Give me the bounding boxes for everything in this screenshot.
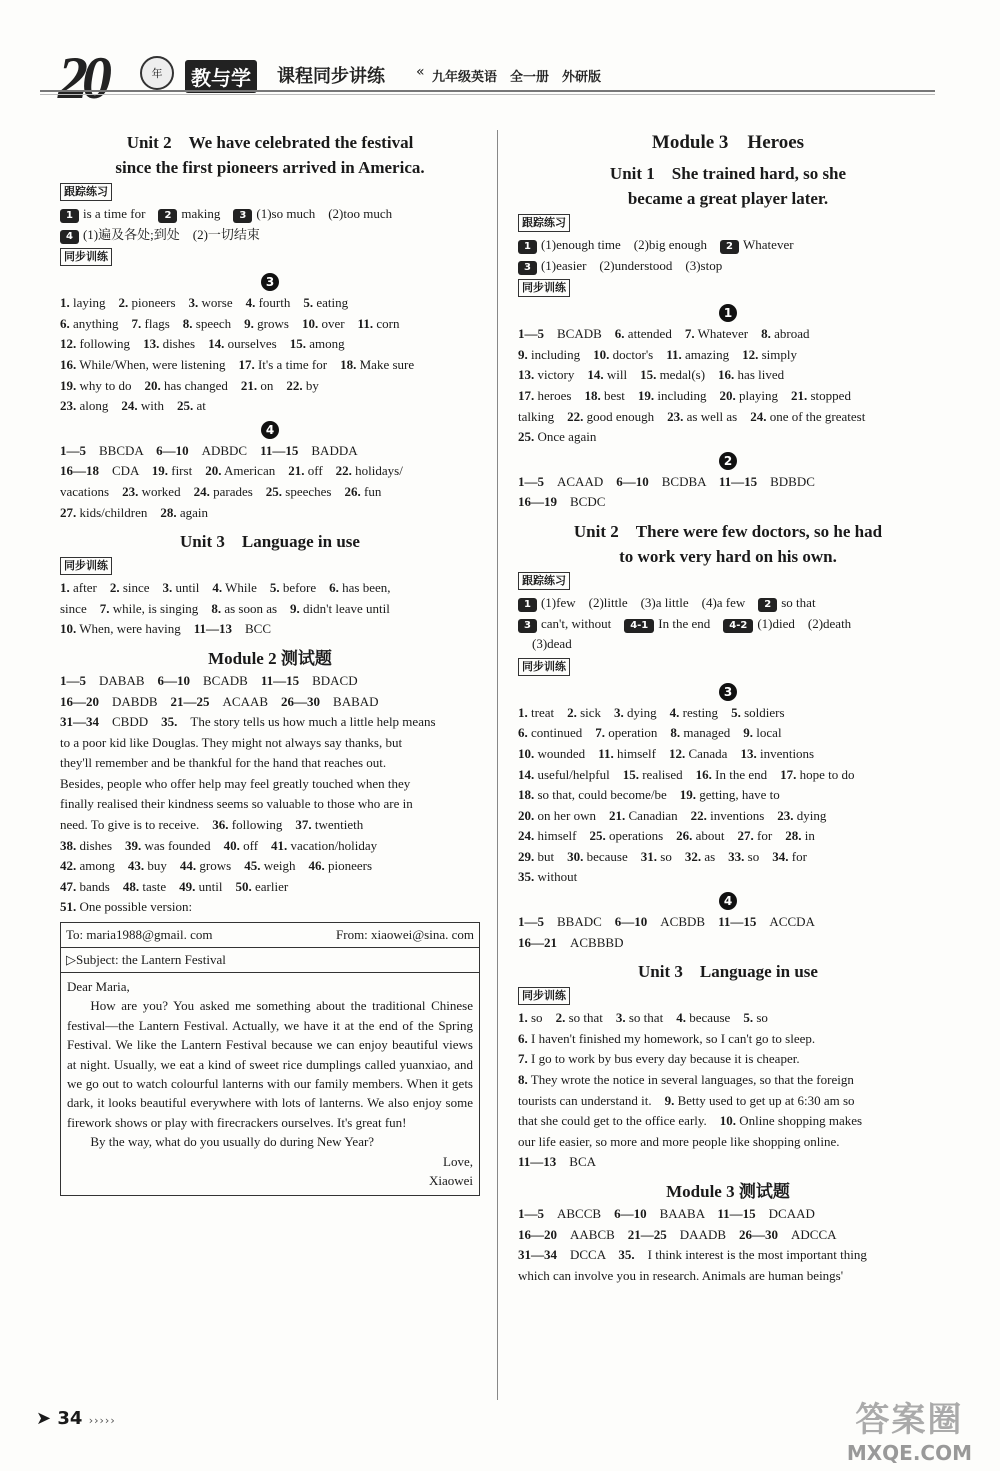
sample-email [60, 922, 480, 1195]
item-number-badge: 2 [720, 240, 739, 254]
email-paragraph: How are you? You asked me something about the traditional Chinese festival—the Lantern Festival. Actually, we have it at the end of the Spring Festival. We like the Lantern Festival because we can enjoy beautiful views at night. Usually, we eat a kind of sweet rice dumplings called yuanxiao, and we go out to watch colourful lanterns with our family members. When it gets dark, it looks beautiful everywhere with lots of lanterns. We also enjoy some firework shows or play with firecrackers ourselves. It's great fun! [67, 998, 473, 1130]
answer-line: 1. treat 2. sick 3. dying 4. resting 5. soldiers [518, 704, 785, 720]
watermark-url: MXQE.COM [846, 1441, 972, 1465]
tag-track-practice: 跟踪练习 [60, 183, 112, 201]
item-number-badge: 4 [60, 230, 79, 244]
unit3-answers [518, 1008, 938, 1173]
circle-3-icon: 3 [261, 273, 279, 291]
circle-3-icon: 3 [719, 683, 737, 701]
unit3-title: Unit 3 Language in use [180, 532, 360, 552]
arrow-icon: ➤ [36, 1408, 52, 1429]
answer-line: 7. I go to work by bus every day because it is cheaper. [518, 1051, 800, 1067]
item-answer: can't, without [540, 615, 625, 631]
unit1-title: Unit 1 She trained hard, so she became a great player later. [609, 164, 847, 208]
answer-line: finally realised their kindness seems so valuable to those who are in [60, 796, 413, 812]
track-line-1 [60, 204, 480, 225]
answer-line: 11—13 BCA [518, 1154, 597, 1170]
answer-line: 16—19 BCDC [518, 494, 606, 510]
grade-info: 九年级英语 全一册 外研版 [432, 70, 602, 85]
answer-line: 1—5 ACAAD 6—10 BCDBA 11—15 BDBDC [518, 473, 815, 489]
answer-line: 19. why to do 20. has changed 21. on 22. by [60, 377, 319, 393]
answer-line: 31—34 DCCA 35. I think interest is the most important thing [518, 1247, 867, 1263]
email-paragraph: By the way, what do you usually do during New Year? [90, 1134, 375, 1150]
email-subject: ▷Subject: the Lantern Festival [61, 948, 479, 973]
answer-line: our life easier, so more and more people like shopping online. [518, 1133, 840, 1149]
email-greeting: Dear Maria, [67, 979, 130, 995]
item-number-badge: 2 [158, 209, 177, 223]
answer-line: they'll remember and be thankful for the hand that reaches out. [60, 755, 387, 771]
item-number-badge: 1 [518, 598, 537, 612]
answer-line: 20. on her own 21. Canadian 22. inventions 23. dying [518, 807, 827, 823]
item-number-badge: 4-2 [723, 619, 753, 633]
track-line-2 [518, 256, 938, 277]
answer-line: 42. among 43. buy 44. grows 45. weigh 46. pioneers [60, 858, 373, 874]
section-4-marker [60, 421, 480, 439]
section-1-marker [518, 304, 938, 322]
item-answer: (1)few (2)little (3)a little (4)a few [540, 594, 759, 610]
watermark-text: 答案圈 [855, 1400, 964, 1440]
item-number-badge: 1 [60, 209, 79, 223]
unit3-answers [60, 578, 480, 640]
item-answer: making [181, 206, 234, 221]
item-answer: (1)died (2)death [757, 615, 852, 631]
unit2-section3-answers [60, 293, 480, 417]
answer-line: 16—21 ACBBBD [518, 934, 624, 950]
answer-line: 1. laying 2. pioneers 3. worse 4. fourth 5. eating [60, 295, 349, 311]
page-header [40, 40, 940, 110]
email-closing: Love, [443, 1153, 473, 1169]
chevron-icon: « [416, 64, 425, 80]
chevrons-icon: ››››› [88, 1414, 116, 1427]
email-to: To: maria1988@gmail. com [66, 927, 213, 943]
item-number-badge: 3 [233, 209, 252, 223]
track-line-3: (3)dead [532, 636, 572, 652]
circle-4-icon: 4 [261, 421, 279, 439]
unit1-section2-answers [518, 472, 938, 513]
answer-line: since 7. while, is singing 8. as soon as 9. didn't leave until [60, 600, 390, 616]
unit2-section3-answers [518, 703, 938, 888]
track-line-1 [518, 235, 938, 256]
item-answer: (1)so much (2)too much [256, 206, 393, 221]
unit1-section1-answers [518, 324, 938, 448]
answer-line: which can involve you in research. Animals are human beings' [518, 1267, 844, 1283]
section-3-marker [60, 273, 480, 291]
answer-line: 24. himself 25. operations 26. about 27. for 28. in [518, 828, 815, 844]
answer-line: 6. I haven't finished my homework, so I can't go to sleep. [518, 1030, 816, 1046]
right-column [518, 130, 938, 1286]
email-signature: Xiaowei [428, 1173, 473, 1189]
brand-name: 教与学 [185, 60, 257, 93]
answer-line: 1—5 BBADC 6—10 ACBDB 11—15 ACCDA [518, 914, 815, 930]
track-line-2 [60, 225, 480, 246]
answer-line: 51. One possible version: [60, 899, 193, 915]
tag-sync-training: 同步训练 [60, 248, 112, 266]
answer-line: 6. anything 7. flags 8. speech 9. grows 10. over 11. corn [60, 315, 400, 331]
answer-line: 18. so that, could become/be 19. getting, have to [518, 787, 780, 803]
unit3-title: Unit 3 Language in use [638, 962, 818, 982]
answer-line: 16. While/When, were listening 17. It's a time for 18. Make sure [60, 356, 415, 372]
answer-line: 16—20 DABDB 21—25 ACAAB 26—30 BABAD [60, 693, 379, 709]
item-answer: (1)enough time (2)big enough [540, 237, 721, 252]
module3-title: Module 3 Heroes [651, 132, 805, 153]
answer-line: 6. continued 7. operation 8. managed 9. local [518, 725, 782, 741]
answer-line: need. To give is to receive. 36. following 37. twentieth [60, 817, 364, 833]
item-number-badge: 2 [758, 598, 777, 612]
circle-2-icon: 2 [719, 452, 737, 470]
logo-badge: 年 [140, 56, 174, 90]
email-from: From: xiaowei@sina. com [336, 927, 474, 943]
watermark [847, 1392, 972, 1465]
answer-line: 25. Once again [518, 429, 597, 445]
unit2-section4-answers [518, 912, 938, 953]
email-body [61, 973, 479, 1194]
circle-1-icon: 1 [719, 304, 737, 322]
item-number-badge: 3 [518, 261, 537, 275]
item-answer: Whatever [743, 237, 794, 252]
answer-line: 27. kids/children 28. again [60, 504, 209, 520]
track-line-2 [518, 614, 938, 635]
answer-line: 1—5 BCADB 6. attended 7. Whatever 8. abroad [518, 326, 810, 342]
answer-line: 38. dishes 39. was founded 40. off 41. vacation/holiday [60, 837, 378, 853]
page-number: 34 [57, 1408, 83, 1429]
answer-line: 13. victory 14. will 15. medal(s) 16. has lived [518, 367, 785, 383]
item-answer: (1)遍及各处;到处 (2)一切结束 [82, 226, 260, 242]
item-number-badge: 1 [518, 240, 537, 254]
answer-line: 16—18 CDA 19. first 20. American 21. off 22. holidays/ [60, 463, 403, 479]
tag-sync-training: 同步训练 [518, 279, 570, 297]
module2-test-title: Module 2 测试题 [208, 648, 332, 668]
item-answer: so that [781, 594, 816, 610]
module3-test-title: Module 3 测试题 [666, 1182, 790, 1201]
answer-line: Besides, people who offer help may feel greatly touched when they [60, 775, 411, 791]
answer-line: 12. following 13. dishes 14. ourselves 15. among [60, 336, 345, 352]
answer-line: 29. but 30. because 31. so 32. as 33. so 34. for [518, 848, 807, 864]
email-header-row [61, 923, 479, 948]
answer-line: 1. so 2. so that 3. so that 4. because 5. so [518, 1010, 768, 1026]
answer-line: 10. wounded 11. himself 12. Canada 13. inventions [518, 745, 815, 761]
answer-line: tourists can understand it. 9. Betty used to get up at 6:30 am so [518, 1092, 855, 1108]
column-divider [497, 130, 498, 1400]
unit2-title: Unit 2 There were few doctors, so he had to work very hard on his own. [573, 521, 883, 566]
answer-line: 1—5 BBCDA 6—10 ADBDC 11—15 BADDA [60, 442, 358, 458]
answer-line: 1—5 ABCCB 6—10 BAABA 11—15 DCAAD [518, 1206, 815, 1221]
circle-4-icon: 4 [719, 892, 737, 910]
logo-number: 20 [58, 45, 106, 111]
answer-line: talking 22. good enough 23. as well as 24. one of the greatest [518, 408, 866, 424]
unit2-title: Unit 2 We have celebrated the festival since the first pioneers arrived in America. [115, 133, 425, 177]
section-2-marker [518, 452, 938, 470]
tag-sync-training: 同步训练 [518, 658, 570, 676]
answer-line: vacations 23. worked 24. parades 25. speeches 26. fun [60, 483, 382, 499]
tag-sync-training: 同步训练 [60, 557, 112, 575]
track-line-1 [518, 593, 938, 614]
answer-line: 47. bands 48. taste 49. until 50. earlier [60, 878, 289, 894]
answer-line: 35. without [518, 869, 578, 885]
answer-line: 31—34 CBDD 35. The story tells us how much a little help means [60, 714, 436, 730]
answer-line: 9. including 10. doctor's 11. amazing 12. simply [518, 346, 797, 362]
module2-test-answers [60, 671, 480, 918]
header-rule-thin [40, 94, 935, 95]
answer-line: that she could get to the office early. 10. Online shopping makes [518, 1113, 863, 1129]
tag-sync-training: 同步训练 [518, 987, 570, 1005]
item-answer: (1)easier (2)understood (3)stop [540, 257, 723, 273]
answer-line: to a poor kid like Douglas. They might not always say thanks, but [60, 734, 403, 750]
answer-line: 17. heroes 18. best 19. including 20. playing 21. stopped [518, 387, 851, 403]
answer-line: 1—5 DABAB 6—10 BCADB 11—15 BDACD [60, 672, 358, 688]
answer-line: 1. after 2. since 3. until 4. While 5. before 6. has been, [60, 580, 391, 596]
item-number-badge: 4-1 [624, 619, 654, 633]
section-3-marker [518, 683, 938, 701]
tag-track-practice: 跟踪练习 [518, 572, 570, 590]
answer-line: 10. When, were having 11—13 BCC [60, 621, 272, 637]
page-footer [36, 1408, 116, 1429]
answer-line: 8. They wrote the notice in several languages, so that the foreign [518, 1072, 854, 1088]
module3-test-answers [518, 1204, 938, 1286]
answer-line: 14. useful/helpful 15. realised 16. In the end 17. hope to do [518, 766, 855, 782]
answer-line: 23. along 24. with 25. at [60, 398, 206, 414]
section-4-marker [518, 892, 938, 910]
item-answer: is a time for [82, 206, 159, 221]
unit2-section4-answers [60, 441, 480, 523]
tag-track-practice: 跟踪练习 [518, 214, 570, 232]
header-rule [40, 90, 935, 92]
left-column [60, 130, 480, 1196]
series-title: 课程同步讲练 [277, 66, 385, 87]
item-answer: In the end [658, 615, 724, 631]
item-number-badge: 3 [518, 619, 537, 633]
answer-line: 16—20 AABCB 21—25 DAADB 26—30 ADCCA [518, 1226, 837, 1242]
